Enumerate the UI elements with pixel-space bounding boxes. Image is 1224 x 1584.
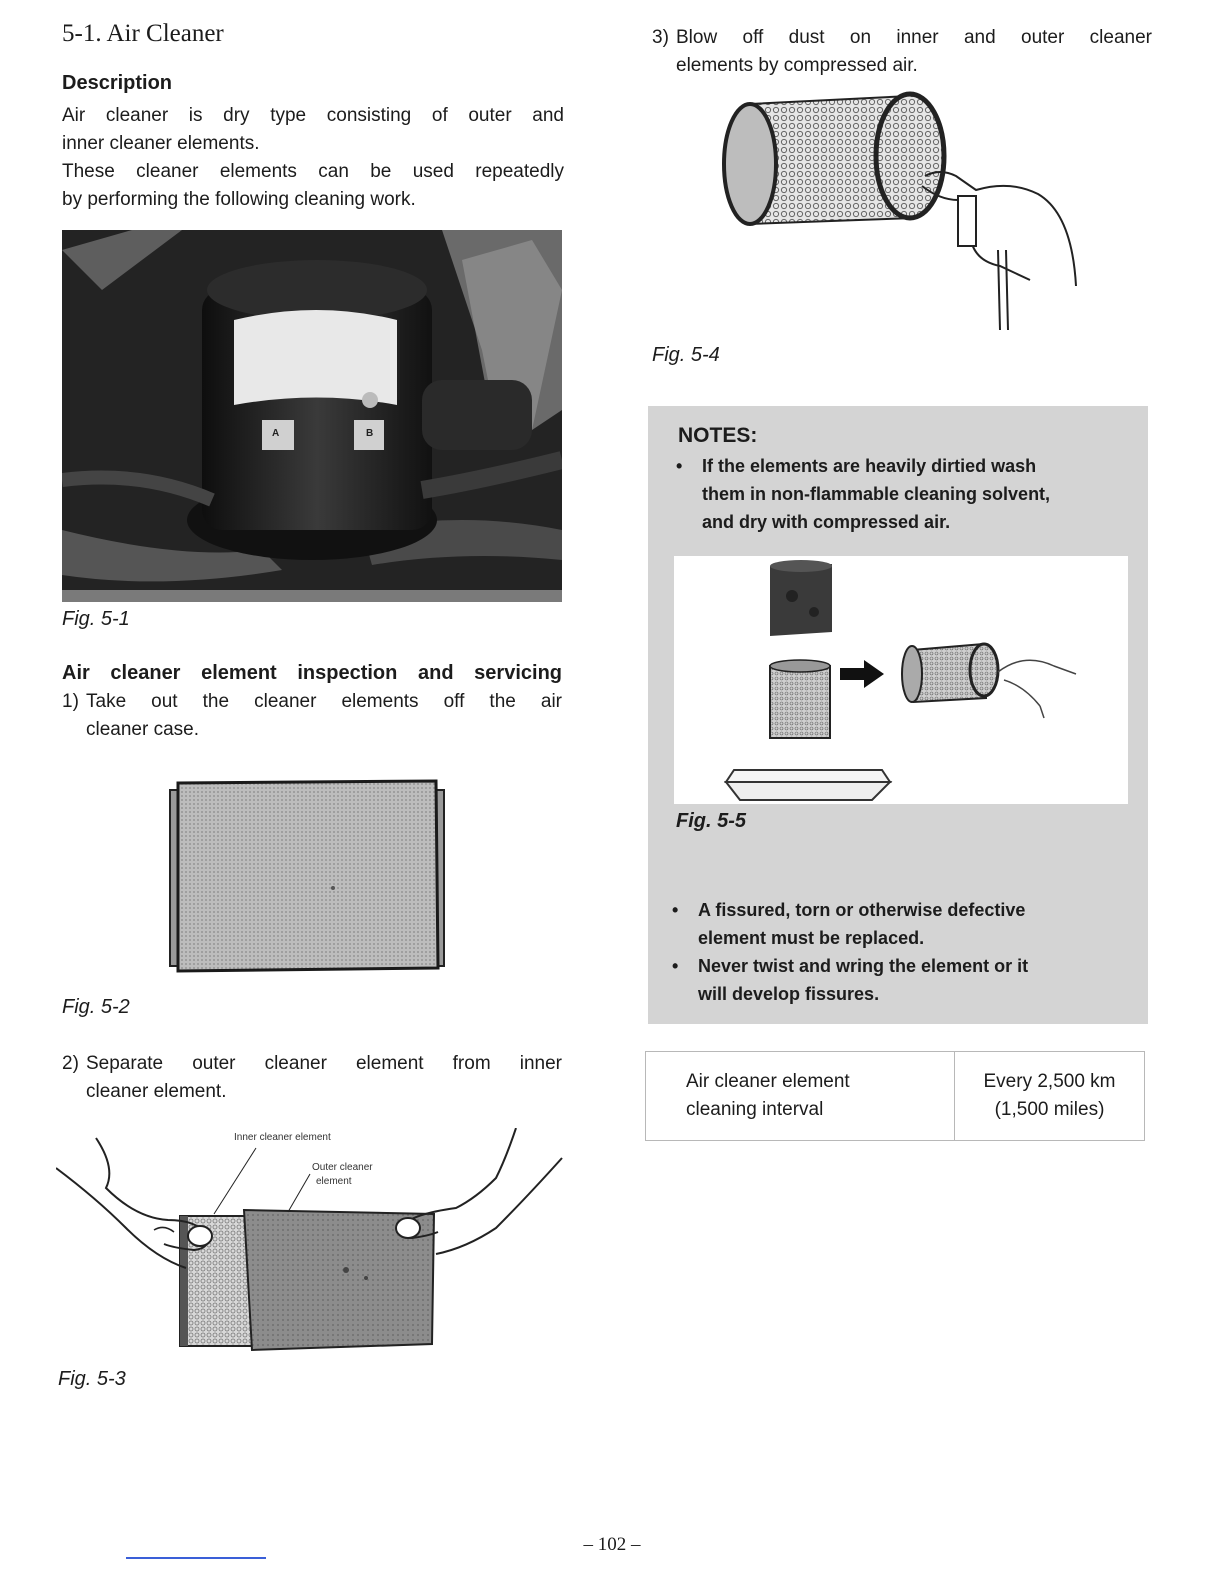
description-line: Air cleaner is dry type consisting of outer and [62,105,564,126]
wash-procedure-illustration [674,556,1128,804]
description-heading: Description [62,72,173,94]
note-line: Never twist and wring the element or it [698,956,1029,976]
bullet-dot: • [676,456,683,476]
figure-caption: Fig. 5-2 [62,996,130,1018]
table-row [646,1052,1145,1141]
interval-label-cell [646,1052,955,1141]
notes-title: NOTES: [678,424,758,447]
step-number: 2) [62,1053,79,1074]
step-text: Blow off dust on inner and outer cleaner [676,27,1152,48]
bullet-dot: • [672,900,679,920]
description-line: These cleaner elements can be used repeatedly [62,161,564,182]
cleaning-interval-table [645,1051,1145,1141]
note-item [672,952,1128,1008]
step-1 [62,688,562,744]
figure-caption: Fig. 5-1 [62,608,130,630]
outer-element-label-line2: element [316,1176,352,1187]
step-2 [62,1050,562,1106]
step-text: cleaner case. [86,719,200,740]
description-paragraph [62,102,564,214]
step-text: cleaner element. [86,1081,227,1102]
blowing-element-illustration [700,90,1090,340]
bullet-dot: • [672,956,679,976]
description-line: by performing the following cleaning work. [62,189,416,210]
interval-label-line: cleaning interval [686,1099,824,1120]
step-3 [652,24,1152,80]
inner-element-label: Inner cleaner element [234,1132,331,1143]
note-text [702,452,1128,536]
interval-label-line: Air cleaner element [686,1071,850,1092]
note-line: A fissured, torn or otherwise defective [698,900,1026,920]
note-line: will develop fissures. [698,984,880,1004]
description-line: inner cleaner elements. [62,133,260,154]
notes-box [648,406,1148,1024]
figure-caption: Fig. 5-3 [58,1368,126,1390]
photo-label-a: A [272,428,280,439]
note-text [698,896,1128,952]
flat-filter-element-illustration [168,778,448,976]
air-cleaner-photo-graphic [62,230,562,602]
step-text: elements by compressed air. [676,55,918,76]
wash-procedure-graphic [674,556,1128,804]
interval-value-line: Every 2,500 km [983,1071,1116,1092]
note-item [672,896,1128,952]
note-text [698,952,1128,1008]
interval-value-cell [955,1052,1145,1141]
figure-caption: Fig. 5-5 [676,810,747,832]
note-line: If the elements are heavily dirtied wash [702,456,1037,476]
air-cleaner-photo [62,230,562,602]
step-number: 1) [62,691,79,712]
step-text: Take out the cleaner elements off the air [86,691,562,712]
step-text: Separate outer cleaner element from inner [86,1053,562,1074]
note-line: them in non-flammable cleaning solvent, [702,484,1051,504]
interval-value-line: (1,500 miles) [994,1099,1105,1120]
page-number: – 102 – [583,1534,641,1555]
separating-elements-illustration [56,1128,566,1360]
photo-label-b: B [366,428,374,439]
footer-line [126,1557,266,1559]
step-number: 3) [652,27,669,48]
outer-element-label-line1: Outer cleaner [312,1162,373,1173]
figure-caption: Fig. 5-4 [652,344,720,366]
inspection-heading: Air cleaner element inspection and servicing [62,662,562,684]
note-line: and dry with compressed air. [702,512,951,532]
section-title: 5-1. Air Cleaner [62,20,224,47]
note-item [676,452,1128,536]
note-line: element must be replaced. [698,928,925,948]
